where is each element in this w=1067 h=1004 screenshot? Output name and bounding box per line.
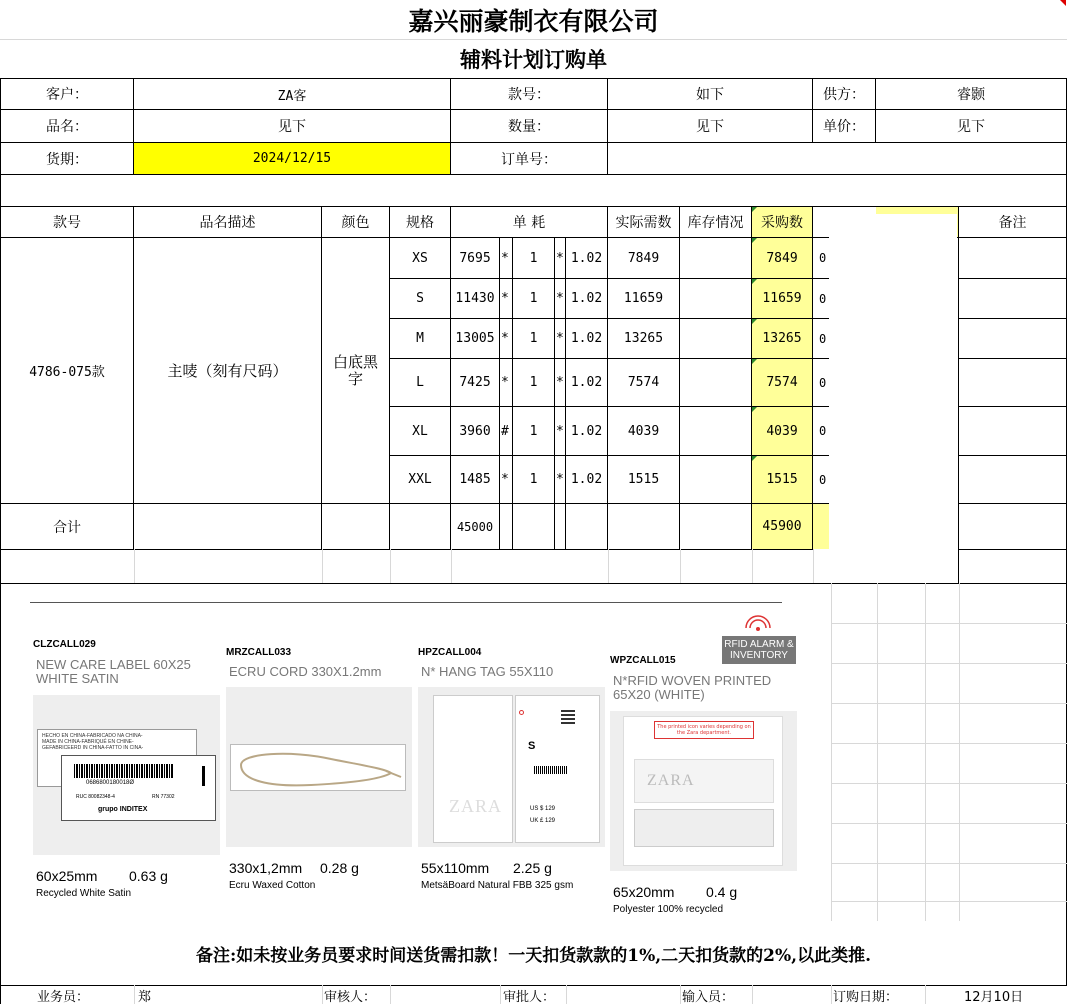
item-style[interactable]: 4786-075款 (0, 237, 134, 504)
blank-overlay (829, 214, 957, 555)
customer-label: 客户： (0, 78, 134, 110)
card2-image (226, 687, 412, 847)
comment-marker (752, 238, 757, 243)
row-purchase[interactable]: 4039 (751, 406, 813, 456)
card3-image (418, 687, 605, 847)
card3-size: 55x110mm (421, 860, 490, 876)
row-stock[interactable] (679, 237, 752, 279)
row-qty[interactable]: 3960 (450, 406, 500, 456)
col-remark: 备注 (958, 206, 1067, 238)
card4-image (610, 711, 797, 871)
card2-material: Ecru Waxed Cotton (229, 880, 316, 891)
row-remark[interactable] (958, 237, 1067, 279)
row-unit[interactable]: 1 (512, 318, 555, 359)
row-purchase[interactable]: 7574 (751, 358, 813, 407)
total-label: 合计 (0, 503, 134, 550)
approver-label: 审批人： (503, 990, 556, 1004)
supplier-value[interactable]: 睿颢 (875, 78, 1067, 110)
row-op2[interactable]: * (554, 406, 566, 456)
total-remark (958, 503, 1067, 550)
row-stock[interactable] (679, 358, 752, 407)
row-unit[interactable]: 1 (512, 358, 555, 407)
zara-logo: ZARA (634, 759, 774, 803)
row-op2[interactable]: * (554, 237, 566, 279)
row-unit[interactable]: 1 (512, 455, 555, 504)
row-remark[interactable] (958, 406, 1067, 456)
card2-code: MRZCALL033 (226, 647, 292, 658)
rfid-badge-text: RFID ALARM & INVENTORY (722, 636, 796, 664)
price-label: 单价： (812, 109, 876, 143)
care-code: RUC 80082348-4 (76, 794, 115, 800)
hang-tag-back (515, 695, 600, 843)
col-style: 款号 (0, 206, 134, 238)
row-op2[interactable]: * (554, 455, 566, 504)
card1-weight: 0.63 g (129, 868, 168, 884)
total-color (321, 503, 390, 550)
row-factor[interactable]: 1.02 (565, 318, 608, 359)
row-extra[interactable]: 0 (812, 237, 830, 279)
row-remark[interactable] (958, 278, 1067, 319)
row-op1[interactable]: * (499, 358, 513, 407)
row-purchase[interactable]: 7849 (751, 237, 813, 279)
row-purchase[interactable]: 11659 (751, 278, 813, 319)
comment-marker (752, 456, 757, 461)
total-desc (133, 503, 322, 550)
care-line-2: MADE IN CHINA-FABRIQUÉ EN CHINE- (42, 739, 134, 745)
row-size[interactable]: L (389, 358, 451, 407)
total-factor (565, 503, 608, 550)
card2-size: 330x1,2mm (229, 860, 303, 876)
row-stock[interactable] (679, 406, 752, 456)
comment-marker (752, 279, 757, 284)
supplier-label: 供方： (812, 78, 876, 110)
card4-code: WPZCALL015 (610, 655, 676, 666)
row-size[interactable]: XL (389, 406, 451, 456)
row-extra[interactable]: 0 (812, 406, 830, 456)
form-title: 辅料计划订购单 (460, 48, 607, 72)
row-op2[interactable]: * (554, 278, 566, 319)
salesman-value[interactable]: 郑 (138, 990, 152, 1004)
row-op2[interactable]: * (554, 318, 566, 359)
total-purchase: 45900 (751, 503, 813, 550)
row-factor[interactable]: 1.02 (565, 455, 608, 504)
delivery-label: 货期： (0, 142, 134, 175)
row-factor[interactable]: 1.02 (565, 278, 608, 319)
product-label: 品名： (0, 109, 134, 143)
total-extra-fill (813, 504, 829, 549)
row-extra[interactable]: 0 (812, 455, 830, 504)
qr-icon (561, 710, 575, 724)
card2-title: ECRU CORD 330X1.2mm (229, 664, 382, 679)
item-desc[interactable]: 主唛（刻有尺码） (133, 237, 322, 504)
row-purchase[interactable]: 1515 (751, 455, 813, 504)
card4-size: 65x20mm (613, 884, 675, 900)
row-factor[interactable]: 1.02 (565, 237, 608, 279)
date-value[interactable]: 12月10日 (964, 990, 1024, 1004)
row-need[interactable]: 13265 (607, 318, 680, 359)
row-op1[interactable]: # (499, 406, 513, 456)
rfid-warning-box: The printed icon varies depending on the Zara department. (654, 721, 754, 739)
quantity-value[interactable]: 见下 (607, 109, 813, 143)
total-qty: 45000 (450, 503, 500, 550)
item-color[interactable] (321, 237, 390, 504)
row-op2[interactable]: * (554, 358, 566, 407)
inditex-logo: grupo INDITEX (98, 806, 148, 813)
col-size: 规格 (389, 206, 451, 238)
total-size (389, 503, 451, 550)
note-text: 备注:如未按业务员要求时间送货需扣款！一天扣货款款的1%,二天扣货款的2%,以此类推. (0, 921, 1067, 986)
row-remark[interactable] (958, 455, 1067, 504)
barcode-number: 0686800180018Ø (86, 780, 135, 786)
row-remark[interactable] (958, 318, 1067, 359)
col-need: 实际需数 (607, 206, 680, 238)
row-extra[interactable]: 0 (812, 318, 830, 359)
total-unit (512, 503, 555, 550)
cord-icon (231, 745, 407, 792)
row-stock[interactable] (679, 318, 752, 359)
customer-value[interactable]: ZA客 (133, 78, 451, 110)
row-qty[interactable]: 7425 (450, 358, 500, 407)
card3-code: HPZCALL004 (418, 647, 482, 658)
total-need (607, 503, 680, 550)
row-need[interactable]: 4039 (607, 406, 680, 456)
rfid-badge (720, 614, 796, 664)
col-color: 颜色 (321, 206, 390, 238)
card3-weight: 2.25 g (513, 860, 552, 876)
row-factor[interactable]: 1.02 (565, 406, 608, 456)
care-line-3: GEFABRICEERD IN CHINA-FATTO IN CINA- (42, 745, 144, 751)
row-purchase[interactable]: 13265 (751, 318, 813, 359)
row-factor[interactable]: 1.02 (565, 358, 608, 407)
row-op1[interactable]: * (499, 278, 513, 319)
image-rule (30, 602, 782, 603)
rfid-label (623, 716, 783, 866)
card2-weight: 0.28 g (320, 860, 359, 876)
comment-marker (752, 407, 757, 412)
row-extra[interactable]: 0 (812, 358, 830, 407)
corner-marker (1060, 0, 1066, 6)
row-qty[interactable]: 11430 (450, 278, 500, 319)
date-label: 订购日期： (833, 990, 899, 1004)
order-no-value[interactable] (607, 142, 1067, 175)
card1-size: 60x25mm (36, 868, 98, 884)
row-op1[interactable]: * (499, 237, 513, 279)
rfid-chip (634, 809, 774, 847)
hang-tag-front (433, 695, 513, 843)
price-value[interactable]: 见下 (875, 109, 1067, 143)
col-stock: 库存情况 (679, 206, 752, 238)
style-value[interactable]: 如下 (607, 78, 813, 110)
tag-price-uk: UK £ 129 (530, 818, 556, 824)
total-stock (679, 503, 752, 550)
card4-material: Polyester 100% recycled (613, 904, 724, 915)
row-unit[interactable]: 1 (512, 406, 555, 456)
order-no-label: 订单号： (450, 142, 608, 175)
tag-price-us: US $ 129 (530, 806, 556, 812)
total-op1 (499, 503, 513, 550)
row-need[interactable]: 11659 (607, 278, 680, 319)
col-purchase: 采购数 (751, 206, 813, 238)
barcode-icon (74, 764, 174, 778)
row-op1[interactable]: * (499, 455, 513, 504)
style-label: 款号： (450, 78, 608, 110)
row-remark[interactable] (958, 358, 1067, 407)
row-size[interactable]: XS (389, 237, 451, 279)
col-desc: 品名描述 (133, 206, 322, 238)
card1-code: CLZCALL029 (33, 639, 96, 650)
row-qty[interactable]: 1485 (450, 455, 500, 504)
company-title: 嘉兴丽豪制衣有限公司 (0, 0, 1067, 40)
row-stock[interactable] (679, 278, 752, 319)
rfid-signal-icon (720, 614, 796, 636)
comment-marker (752, 207, 757, 212)
comment-marker (752, 319, 757, 324)
entry-label: 输入员： (682, 990, 735, 1004)
card3-title: N* HANG TAG 55X110 (421, 664, 554, 679)
size-letter-s: S (528, 740, 536, 752)
card1-image (33, 695, 220, 855)
care-line-1: HECHO EN CHINA-FABRICADO NA CHINA- (42, 733, 143, 739)
tag-barcode-icon (534, 766, 568, 774)
card1-title: NEW CARE LABEL 60X25 WHITE SATIN (36, 657, 191, 686)
comment-marker (752, 359, 757, 364)
cord-card (230, 744, 406, 791)
row-need[interactable]: 7849 (607, 237, 680, 279)
row-extra[interactable]: 0 (812, 278, 830, 319)
col-unit: 单 耗 (450, 206, 608, 238)
product-value[interactable]: 见下 (133, 109, 451, 143)
card3-material: MetsäBoard Natural FBB 325 gsm (421, 880, 574, 891)
row-need[interactable]: 1515 (607, 455, 680, 504)
card4-title: N*RFID WOVEN PRINTED 65X20 (WHITE) (613, 673, 772, 702)
card4-weight: 0.4 g (706, 884, 738, 900)
delivery-value[interactable]: 2024/12/15 (133, 142, 451, 175)
spacer-row (0, 174, 1067, 207)
row-size[interactable]: S (389, 278, 451, 319)
row-size[interactable]: XXL (389, 455, 451, 504)
zara-logo-watermark: ZARA (449, 796, 502, 816)
item-color-text: 白底黑字 (332, 352, 378, 388)
salesman-label: 业务员： (37, 990, 90, 1004)
care-label-front (61, 755, 216, 821)
care-rn: RN 77302 (152, 794, 175, 800)
row-need[interactable]: 7574 (607, 358, 680, 407)
row-unit[interactable]: 1 (512, 237, 555, 279)
row-qty[interactable]: 7695 (450, 237, 500, 279)
blank-row (0, 549, 1067, 584)
row-size[interactable]: M (389, 318, 451, 359)
row-stock[interactable] (679, 455, 752, 504)
row-op1[interactable]: * (499, 318, 513, 359)
row-qty[interactable]: 13005 (450, 318, 500, 359)
quantity-label: 数量： (450, 109, 608, 143)
card1-material: Recycled White Satin (36, 888, 132, 899)
row-unit[interactable]: 1 (512, 278, 555, 319)
reviewer-label: 审核人： (324, 990, 377, 1004)
